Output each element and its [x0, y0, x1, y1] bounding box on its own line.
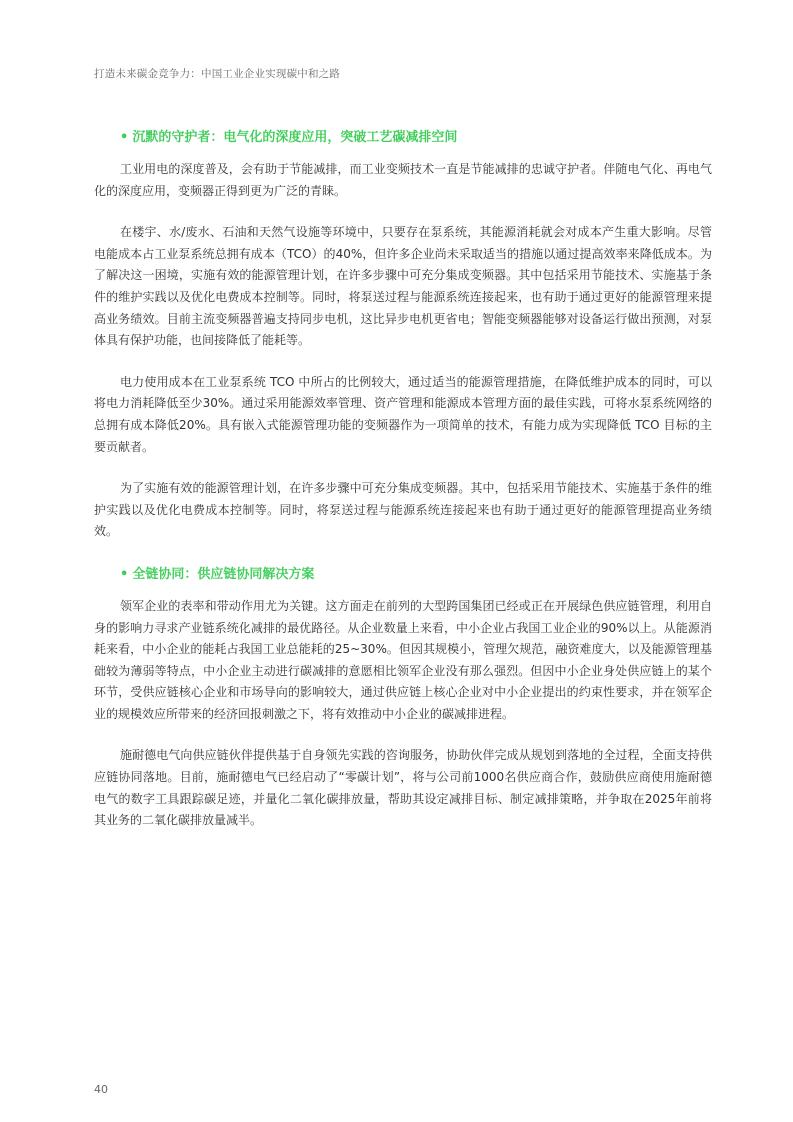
- section-heading-supply-chain: [120, 563, 712, 582]
- paragraph: 施耐德电气向供应链伙伴提供基于自身领先实践的咨询服务，协助伙伴完成从规划到落地的全过程，全面支持供应链协同落地。目前，施耐德电气已经启动了“零碳计划”，将与公司前1000名供应商合作，鼓励供应商使用施耐德电气的数字工具跟踪碳足迹，并量化二氧化碳排放量，帮助其设定减排目标、制定减排策略，并争取在2025年前将其业务的二氧化碳排放量减半。: [94, 748, 712, 828]
- page-number: 40: [94, 1083, 108, 1096]
- running-header: 打造未来碳金竞争力：中国工业企业实现碳中和之路: [94, 68, 341, 80]
- page-content: [94, 126, 712, 852]
- heading-bullet-icon: •: [120, 130, 129, 145]
- heading-bullet-icon: •: [120, 566, 129, 582]
- section-heading-electrification: [120, 126, 712, 145]
- paragraph: 为了实施有效的能源管理计划，在许多步骤中可充分集成变频器。其中，包括采用节能技术、实施基于条件的维护实践以及优化电费成本控制等。同时，将泵送过程与能源系统连接起来也有助于通过更好的能源管理提高业务绩效。: [94, 481, 712, 539]
- paragraph: 工业用电的深度普及，会有助于节能减排，而工业变频技术一直是节能减排的忠诚守护者。伴随电气化、再电气化的深度应用，变频器正得到更为广泛的青睐。: [94, 162, 712, 198]
- section-heading-text: 全链协同：供应链协同解决方案: [132, 566, 315, 582]
- paragraph: 领军企业的表率和带动作用尤为关键。这方面走在前列的大型跨国集团已经或正在开展绿色供应链管理，利用自身的影响力寻求产业链系统化减排的最优路径。从企业数量上来看，中小企业占我国工业企业的90%以上。从能源消耗来看，中小企业的能耗占我国工业总能耗的25~30%。但因其规模小，管理欠规范，融资难度大，以及能源管理基础较为薄弱等特点，中小企业主动进行碳减排的意愿相比领军企业没有那么强烈。但因中小企业身处供应链上的某个环节，受供应链核心企业和市场导向的影响较大，通过供应链上核心企业对中小企业提出的约束性要求，并在领军企业的规模效应所带来的经济回报刺激之下，将有效推动中小企业的碳减排进程。: [94, 598, 712, 721]
- paragraph: 电力使用成本在工业泵系统 TCO 中所占的比例较大，通过适当的能源管理措施，在降低维护成本的同时，可以将电力消耗降低至少30%。通过采用能源效率管理、资产管理和能源成本管理方面的最佳实践，可将水泵系统网络的总拥有成本降低20%。具有嵌入式能源管理功能的变频器作为一项简单的技术，有能力成为实现降低 TCO 目标的主要贡献者。: [94, 374, 712, 454]
- section-heading-text: 沉默的守护者：电气化的深度应用，突破工艺碳减排空间: [132, 130, 458, 145]
- paragraph: 在楼宇、水/废水、石油和天然气设施等环境中，只要存在泵系统，其能源消耗就会对成本产生重大影响。尽管电能成本占工业泵系统总拥有成本（TCO）的40%，但许多企业尚未采取适当的措施以通过提高效率来降低成本。为了解决这一困境，实施有效的能源管理计划，在许多步骤中可充分集成变频器。其中包括采用节能技术、实施基于条件的维护实践以及优化电费成本控制等。同时，将泵送过程与能源系统连接起来，也有助于通过更好的能源管理来提高业务绩效。目前主流变频器普遍支持同步电机，这比异步电机更省电；智能变频器能够对设备运行做出预测，对泵体具有保护功能，也间接降低了能耗等。: [94, 225, 712, 348]
